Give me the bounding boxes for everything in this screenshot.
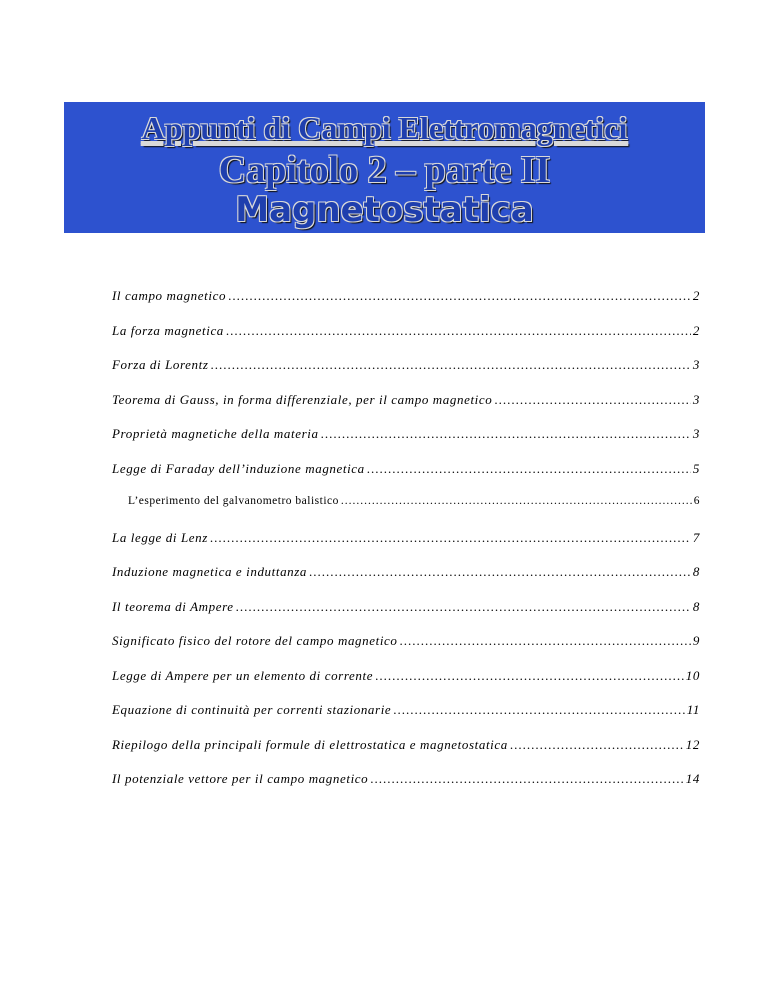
toc-entry-page-number[interactable]: 6: [693, 495, 700, 507]
toc-entry[interactable]: [112, 771, 700, 806]
toc-entry[interactable]: [112, 392, 700, 427]
toc-entry-page-number[interactable]: 3: [692, 391, 700, 407]
toc-entry-title[interactable]: Forza di Lorentz: [112, 357, 209, 372]
title-banner: [64, 102, 705, 233]
document-title: Appunti di Campi Elettromagnetici: [141, 110, 628, 146]
toc-entry[interactable]: [112, 599, 700, 634]
toc-entry[interactable]: [112, 357, 700, 392]
toc-dot-leader: [211, 357, 691, 373]
toc-dot-leader: [236, 599, 691, 615]
toc-entry-title[interactable]: Proprietà magnetiche della materia: [112, 426, 319, 441]
toc-entry[interactable]: [112, 288, 700, 323]
toc-dot-leader: [341, 495, 692, 507]
toc-entry-title[interactable]: Significato fisico del rotore del campo magnetico: [112, 633, 398, 648]
toc-dot-leader: [494, 392, 691, 408]
toc-dot-leader: [370, 771, 684, 787]
toc-entry-title[interactable]: Legge di Faraday dell’induzione magnetica: [112, 460, 365, 476]
toc-entry-page-number[interactable]: 10: [685, 667, 700, 683]
toc-entry[interactable]: [112, 737, 700, 772]
toc-entry[interactable]: [112, 426, 700, 461]
toc-entry-page-number[interactable]: 2: [692, 288, 700, 303]
toc-entry-page-number[interactable]: 3: [692, 426, 700, 441]
toc-entry-page-number[interactable]: 11: [686, 702, 700, 717]
toc-dot-leader: [510, 737, 684, 753]
table-of-contents: [112, 288, 700, 806]
toc-entry-page-number[interactable]: 2: [692, 322, 700, 338]
toc-entry-page-number[interactable]: 9: [692, 633, 700, 648]
toc-entry-page-number[interactable]: 8: [692, 564, 700, 579]
toc-dot-leader: [393, 702, 684, 718]
toc-dot-leader: [228, 288, 691, 304]
toc-entry-title[interactable]: Teorema di Gauss, in forma differenziale, per il campo magnetico: [112, 391, 493, 407]
toc-dot-leader: [321, 426, 691, 442]
toc-entry-title[interactable]: La forza magnetica: [112, 322, 224, 338]
toc-dot-leader: [367, 461, 691, 477]
toc-entry-title[interactable]: Il potenziale vettore per il campo magnetico: [112, 771, 369, 786]
toc-entry-title[interactable]: Legge di Ampere per un elemento di corrente: [112, 667, 374, 683]
toc-entry-page-number[interactable]: 3: [692, 357, 700, 372]
section-title: Magnetostatica: [235, 190, 534, 230]
toc-dot-leader: [309, 564, 691, 580]
toc-entry-title[interactable]: Riepilogo della principali formule di elettrostatica e magnetostatica: [112, 736, 508, 752]
toc-entry-title[interactable]: La legge di Lenz: [112, 529, 208, 545]
toc-entry-page-number[interactable]: 12: [685, 736, 700, 752]
toc-dot-leader: [400, 633, 691, 649]
toc-entry[interactable]: [112, 461, 700, 496]
chapter-title: Capitolo 2 – parte II: [218, 149, 551, 191]
toc-entry-title[interactable]: Il campo magnetico: [112, 288, 227, 303]
toc-entry-page-number[interactable]: 5: [692, 460, 700, 476]
toc-entry-title[interactable]: Il teorema di Ampere: [112, 598, 234, 614]
toc-entry[interactable]: [112, 495, 700, 530]
toc-entry[interactable]: [112, 633, 700, 668]
toc-dot-leader: [375, 668, 684, 684]
toc-dot-leader: [226, 323, 691, 339]
toc-entry[interactable]: [112, 702, 700, 737]
toc-entry-page-number[interactable]: 8: [692, 598, 700, 614]
toc-entry[interactable]: [112, 668, 700, 703]
toc-entry-title[interactable]: L’esperimento del galvanometro balistico: [128, 495, 339, 507]
toc-entry-title[interactable]: Induzione magnetica e induttanza: [112, 564, 308, 579]
toc-dot-leader: [210, 530, 691, 546]
toc-entry[interactable]: [112, 530, 700, 565]
toc-entry-title[interactable]: Equazione di continuità per correnti stazionarie: [112, 702, 392, 717]
toc-entry-page-number[interactable]: 14: [685, 771, 700, 786]
toc-entry[interactable]: [112, 323, 700, 358]
toc-entry[interactable]: [112, 564, 700, 599]
toc-entry-page-number[interactable]: 7: [692, 529, 700, 545]
